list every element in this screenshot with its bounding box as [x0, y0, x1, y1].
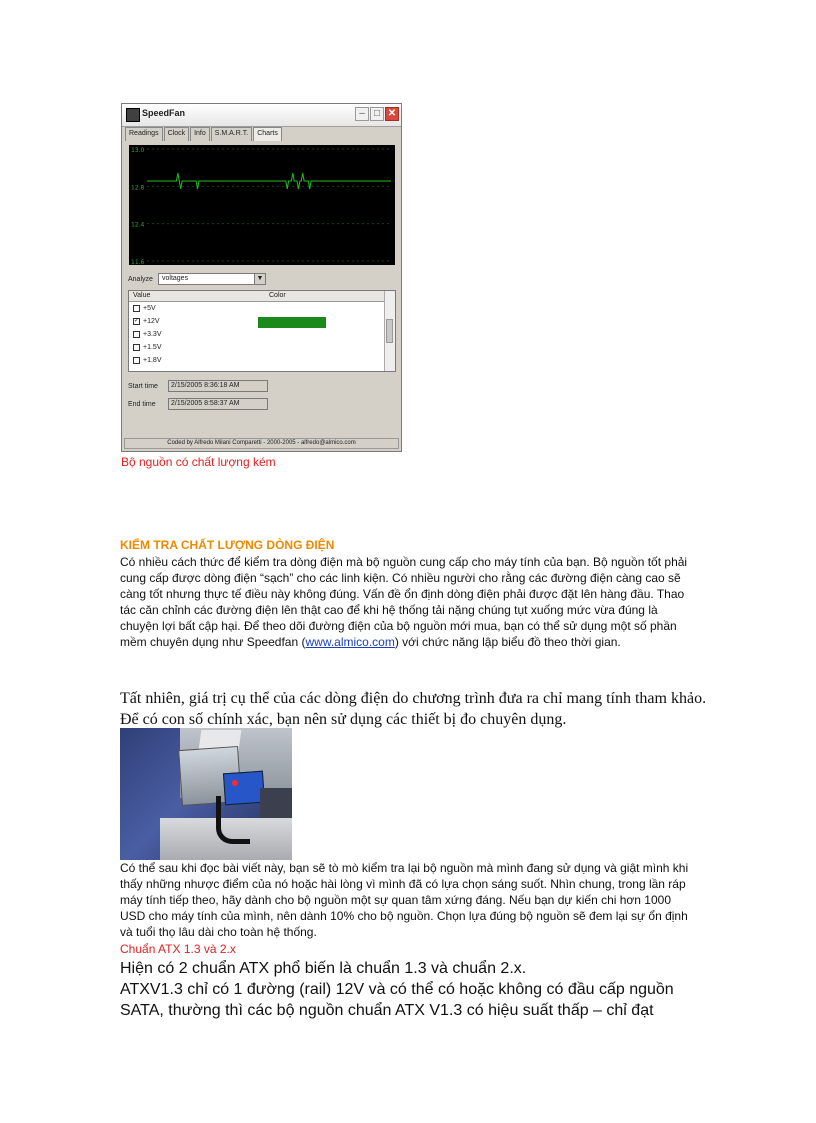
minimize-icon[interactable]: – [355, 107, 369, 121]
speedfan-titlebar [122, 104, 401, 127]
checkbox-1v5[interactable] [133, 344, 140, 351]
sensor-label: +12V [143, 318, 160, 325]
checkbox-12v-checked[interactable]: ✓ [134, 317, 140, 324]
checkbox-5v[interactable] [133, 305, 140, 312]
sensor-label: +5V [143, 305, 156, 312]
start-time-field[interactable]: 2/15/2005 8:36:18 AM [168, 380, 268, 392]
sensor-list-header [129, 291, 395, 302]
analyze-label: Analyze [128, 276, 153, 283]
almico-link[interactable]: www.almico.com [305, 635, 395, 649]
voltage-chart [129, 145, 395, 265]
chart-tick-label: 12.8 [131, 184, 145, 192]
column-value: Value [133, 292, 151, 299]
tab-smart[interactable]: S.M.A.R.T. [211, 127, 252, 141]
speedfan-app-icon [126, 108, 140, 122]
maximize-icon[interactable]: □ [370, 107, 384, 121]
speedfan-title: SpeedFan [142, 108, 186, 118]
paragraph-intro-text-end: ) với chức năng lập biểu đồ theo thời gian. [394, 635, 621, 649]
speedfan-window [121, 103, 402, 452]
paragraph-note: Tất nhiên, giá trị cụ thể của các dòng điện do chương trình đưa ra chỉ mang tính tham khảo. Để có con số chính xác, bạn nên sử dụng các thiết bị đo chuyên dụng. [120, 690, 707, 728]
chart-tick-label: 13.0 [131, 147, 145, 154]
image-caption: Bộ nguồn có chất lượng kém [121, 455, 276, 469]
end-time-label: End time [128, 401, 156, 408]
photo-cable [216, 796, 250, 844]
chevron-down-icon[interactable]: ▼ [254, 274, 265, 284]
tab-info[interactable]: Info [190, 127, 210, 141]
atx-subheading: Chuẩn ATX 1.3 và 2.x [120, 942, 236, 956]
paragraph-conclusion: Có thể sau khi đọc bài viết này, bạn sẽ tò mò kiểm tra lại bộ nguồn mà mình đang sử dụng và giật mình khi thấy những nhược điểm của nó hoặc hài lòng vì mình đã có lựa chọn sáng suốt. Nhìn chung, trong lần ráp máy tính tiếp theo, hãy dành cho bộ nguồn một sự quan tâm xứng đáng. Nếu bạn dự kiến chi hơn 1000 USD cho máy tính của mình, nên dành 10% cho bộ nguồn. Chọn lựa đúng bộ nguồn sẽ đem lại sự ổn định và tuổi thọ lâu dài cho toàn hệ thống. [120, 861, 689, 939]
analyze-select[interactable] [158, 273, 266, 285]
paragraph-atx [120, 958, 710, 1021]
tab-readings[interactable]: Readings [125, 127, 163, 141]
color-swatch-12v[interactable] [258, 317, 326, 328]
paragraph-atx-line1: Hiện có 2 chuẩn ATX phổ biến là chuẩn 1.3 và chuẩn 2.x. [120, 960, 527, 977]
column-color: Color [269, 292, 286, 299]
paragraph-intro-text: Có nhiều cách thức để kiểm tra dòng điện mà bộ nguồn cung cấp cho máy tính của bạn. Bộ nguồn tốt phải cung cấp được dòng điện “sạch” cho các linh kiện. Có nhiều người cho rằng các đường điện càng cao sẽ càng tốt nhưng thực tế điều này không đúng. Vấn đề ổn định dòng điện phải được đặt lên hàng đầu. Thao tác căn chỉnh các đường điện lên thật cao để khi hệ thống tải nặng chúng tụt xuống mức vừa đúng là chuyện lợi bất cập hại. Để theo dõi đường điện của bộ nguồn mới mua, bạn có thể sử dụng một số phần mềm chuyên dụng như Speedfan ( [120, 555, 688, 649]
start-time-label: Start time [128, 383, 158, 390]
sensor-label: +1.8V [143, 357, 162, 364]
sensor-label: +3.3V [143, 331, 162, 338]
scrollbar-thumb[interactable] [386, 319, 393, 343]
section-heading: KIỂM TRA CHẤT LƯỢNG DÒNG ĐIỆN [120, 538, 335, 552]
chart-tick-label: 11.6 [131, 259, 145, 265]
photo-led [232, 780, 238, 786]
speedfan-footer: Coded by Alfredo Milani Comparetti - 2000-2005 - alfredo@almico.com [124, 438, 399, 449]
close-icon[interactable]: ✕ [385, 107, 399, 121]
speedfan-tabs [125, 127, 283, 140]
end-time-field[interactable]: 2/15/2005 8:58:37 AM [168, 398, 268, 410]
sensor-row-3v3[interactable] [133, 330, 162, 340]
sensor-list-scrollbar[interactable] [384, 291, 395, 371]
tab-clock[interactable]: Clock [164, 127, 190, 141]
power-meter-photo [120, 728, 292, 860]
sensor-list [128, 290, 396, 372]
sensor-row-1v8[interactable] [133, 356, 162, 366]
sensor-label: +1.5V [143, 344, 162, 351]
sensor-row-12v[interactable] [133, 317, 160, 327]
checkbox-1v8[interactable] [133, 357, 140, 364]
analyze-select-value: voltages [162, 275, 189, 282]
paragraph-atx-line2: ATXV1.3 chỉ có 1 đường (rail) 12V và có thể có hoặc không có đầu cấp nguồn SATA, thường thì các bộ nguồn chuẩn ATX V1.3 có hiệu suất thấp – chỉ đạt [120, 981, 674, 1019]
checkbox-3v3[interactable] [133, 331, 140, 338]
tab-charts[interactable]: Charts [253, 127, 282, 141]
sensor-row-1v5[interactable] [133, 343, 162, 353]
chart-tick-label: 12.4 [131, 221, 145, 229]
paragraph-intro [120, 554, 696, 650]
sensor-row-5v[interactable] [133, 304, 156, 314]
